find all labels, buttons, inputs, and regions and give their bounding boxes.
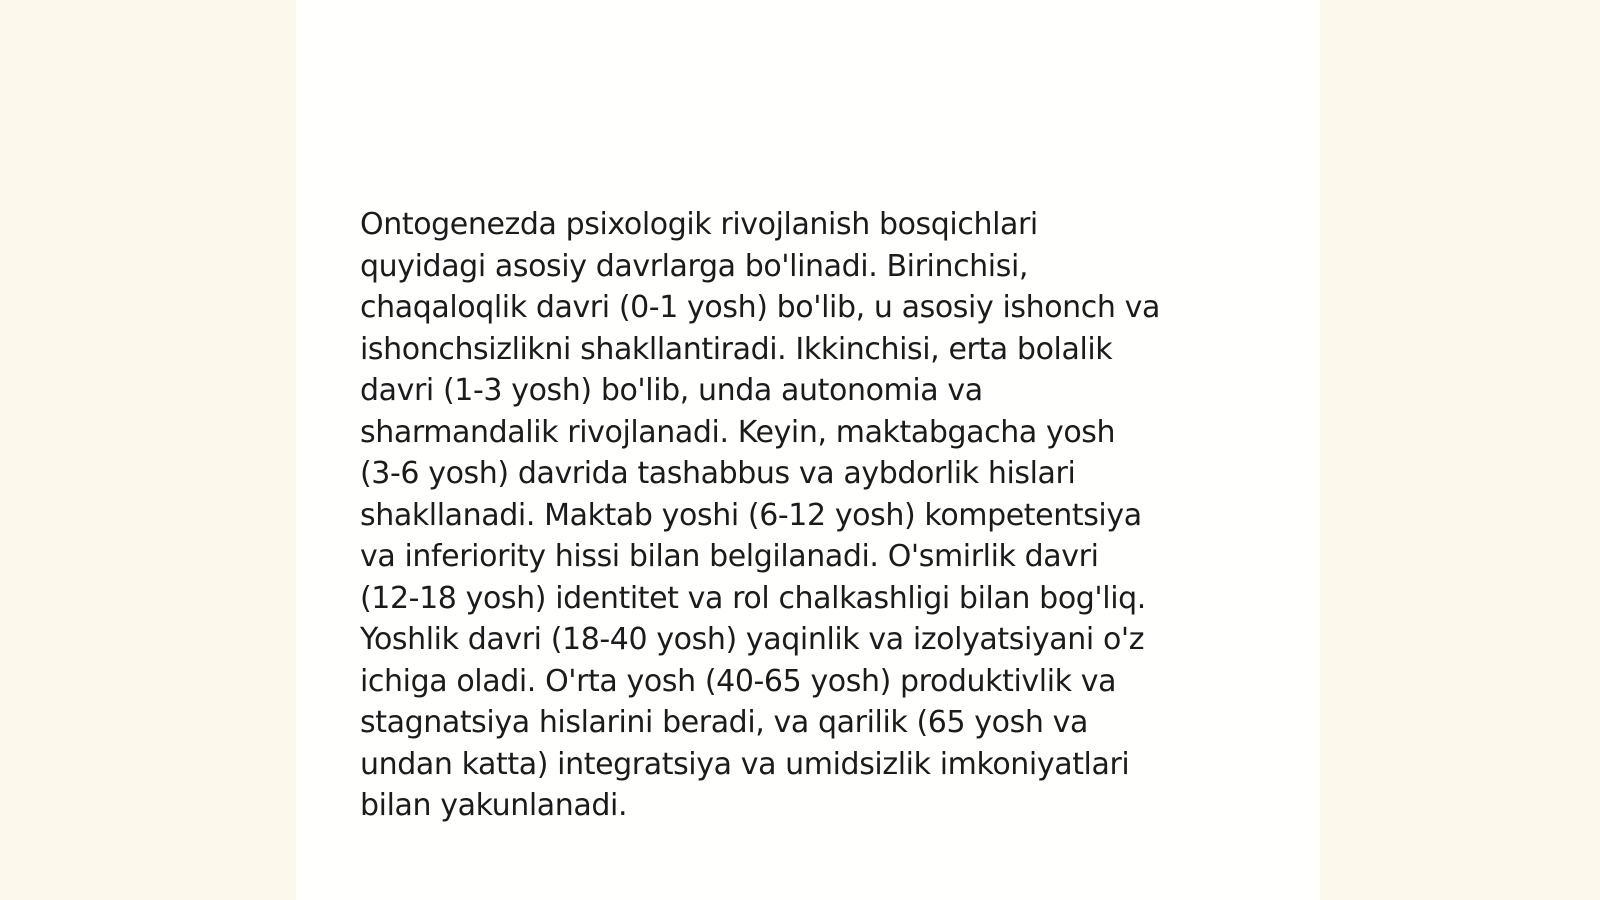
paragraph-line: Yoshlik davri (18-40 yosh) yaqinlik va izolyatsiyani o'z xyxy=(360,622,1145,657)
paragraph-line: sharmandalik rivojlanadi. Keyin, maktabgacha yosh xyxy=(360,414,1116,450)
body-paragraph xyxy=(360,204,1240,827)
paragraph-line: undan katta) integratsiya va umidsizlik imkoniyatlari xyxy=(360,746,1130,782)
paragraph-line: (3-6 yosh) davrida tashabbus va aybdorlik hislari xyxy=(360,456,1076,491)
paragraph-line: quyidagi asosiy davrlarga bo'linadi. Birinchisi, xyxy=(360,248,1029,284)
paragraph-line: va inferiority hissi bilan belgilanadi. O'smirlik davri xyxy=(360,539,1099,574)
paragraph-line: ichiga oladi. O'rta yosh (40-65 yosh) produktivlik va xyxy=(360,663,1117,699)
paragraph-line: ishonchsizlikni shakllantiradi. Ikkinchisi, erta bolalik xyxy=(360,331,1113,367)
paragraph-line: stagnatsiya hislarini beradi, va qarilik (65 yosh va xyxy=(360,705,1088,740)
paragraph-line: shakllanadi. Maktab yoshi (6-12 yosh) kompetentsiya xyxy=(360,497,1142,533)
document-page xyxy=(296,0,1320,900)
paragraph-line: Ontogenezda psixologik rivojlanish bosqichlari xyxy=(360,207,1038,242)
paragraph-line: chaqaloqlik davri (0-1 yosh) bo'lib, u asosiy ishonch va xyxy=(360,290,1160,325)
paragraph-line: (12-18 yosh) identitet va rol chalkashligi bilan bog'liq. xyxy=(360,580,1146,616)
paragraph-line: bilan yakunlanadi. xyxy=(360,788,628,823)
paragraph-line: davri (1-3 yosh) bo'lib, unda autonomia va xyxy=(360,373,983,408)
